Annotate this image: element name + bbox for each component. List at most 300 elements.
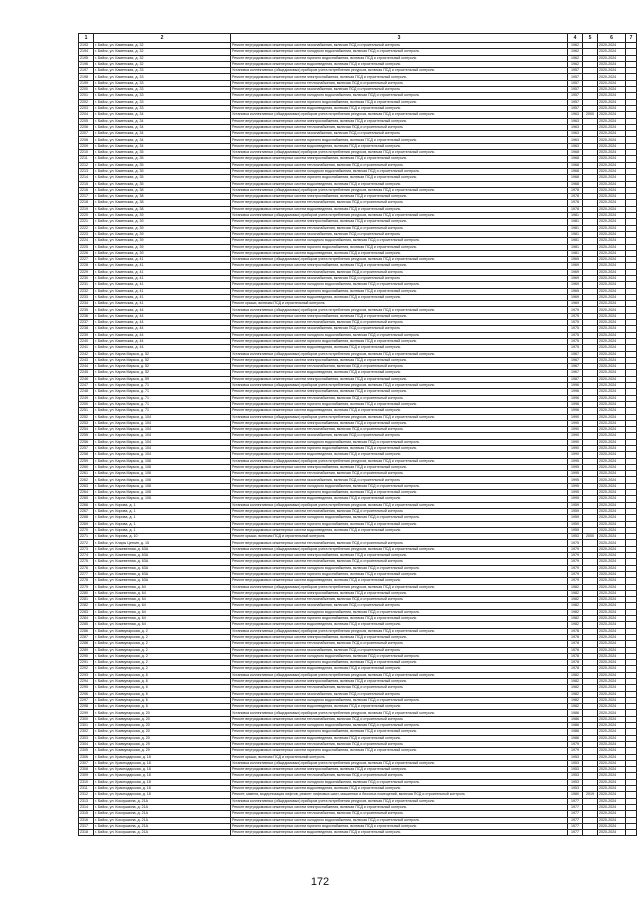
table-cell-col-3: Ремонт внутридомовых инженерных систем водоотведения, включая ПСД и строительный контроль <box>231 61 568 67</box>
table-cell-col-2: г. Бийск, ул. Карла Маркса, д. 104 <box>94 433 231 439</box>
table-cell-col-1: 2264 <box>79 490 94 496</box>
table-cell-col-1: 2318 <box>79 830 94 836</box>
table-cell-col-4: 1962 <box>568 43 583 49</box>
header-col-2: 2 <box>94 34 231 43</box>
table-cell-col-3: Ремонт внутридомовых инженерных систем электроснабжения, включая ПСД и строительный контроль <box>231 590 568 596</box>
table-cell-col-2: г. Бийск, ул. Коммунарская, д. 2 <box>94 647 231 653</box>
table-cell-col-1: 2315 <box>79 811 94 817</box>
table-cell-col-3: Ремонт внутридомовых инженерных систем водоотведения, включая ПСД и строительный контроль <box>231 250 568 256</box>
table-cell-col-2: г. Бийск, ул. Каменская, д. 44 <box>94 320 231 326</box>
table-cell-col-2: г. Бийск, ул. Каменская, д. 33 <box>94 80 231 86</box>
table-cell-col-4: 1987 <box>568 376 583 382</box>
table-cell-col-4: 1981 <box>568 250 583 256</box>
table-cell-col-1: 2203 <box>79 105 94 111</box>
table-cell-col-1: 2260 <box>79 464 94 470</box>
table-cell-col-6: 2020-2024 <box>598 427 626 433</box>
table-cell-col-3: Ремонт внутридомовых инженерных систем теплоснабжения, включая ПСД и строительный контроль <box>231 685 568 691</box>
table-cell-col-2: г. Бийск, ул. Кожевенная, д. 64 <box>94 597 231 603</box>
table-cell-col-6: 2020-2024 <box>598 811 626 817</box>
table-cell-col-4: 1977 <box>568 804 583 810</box>
table-cell-col-3: Установка коллективных (общедомовых) приборов учета потребления ресурсов, включая ПСД и строительный контроль <box>231 760 568 766</box>
table-cell-col-4: 1979 <box>568 741 583 747</box>
table-cell-col-1: 2196 <box>79 61 94 67</box>
table-cell-col-2: г. Бийск, ул. Косоушкина, д. 21А <box>94 823 231 829</box>
table-cell-col-6: 2020-2024 <box>598 383 626 389</box>
table-cell-col-6: 2020-2024 <box>598 43 626 49</box>
table-cell-col-1: 2297 <box>79 697 94 703</box>
table-cell-col-4: 1978 <box>568 660 583 666</box>
table-cell-col-2: г. Бийск, ул. Карла Маркса, д. 52 <box>94 351 231 357</box>
table-cell-col-3: Установка коллективных (общедомовых) приборов учета потребления ресурсов, включая ПСД и строительный контроль <box>231 257 568 263</box>
table-cell-col-1: 2284 <box>79 616 94 622</box>
table-cell-col-1: 2311 <box>79 786 94 792</box>
table-cell-col-1: 2232 <box>79 288 94 294</box>
table-cell-col-6: 2020-2024 <box>598 124 626 130</box>
table-cell-col-1: 2258 <box>79 452 94 458</box>
table-cell-col-6: 2020-2024 <box>598 282 626 288</box>
table-cell-col-1: 2213 <box>79 168 94 174</box>
table-cell-col-6: 2020-2024 <box>598 496 626 502</box>
table-cell-col-6: 2020-2024 <box>598 389 626 395</box>
table-cell-col-1: 2195 <box>79 55 94 61</box>
table-cell-col-6: 2020-2024 <box>598 760 626 766</box>
table-cell-col-1: 2234 <box>79 301 94 307</box>
table-cell-col-3: Ремонт внутридомовых инженерных систем водоотведения, включая ПСД и строительный контроль <box>231 666 568 672</box>
table-cell-col-4: 1969 <box>568 275 583 281</box>
table-cell-col-3: Ремонт внутридомовых инженерных систем горячего водоснабжения, включая ПСД и строительный контроль <box>231 288 568 294</box>
table-cell-col-6: 2020-2024 <box>598 609 626 615</box>
table-cell-col-6: 2020-2024 <box>598 716 626 722</box>
table-cell-col-3: Ремонт внутридомовых инженерных систем горячего водоснабжения, включая ПСД и строительный контроль <box>231 660 568 666</box>
table-cell-col-1: 2255 <box>79 433 94 439</box>
table-cell-col-2: г. Бийск, ул. Каменская, д. 38 <box>94 206 231 212</box>
table-cell-col-3: Установка коллективных (общедомовых) приборов учета потребления ресурсов, включая ПСД и строительный контроль <box>231 458 568 464</box>
table-cell-col-4: 1967 <box>568 351 583 357</box>
table-cell-col-4: 1986 <box>568 716 583 722</box>
page-number: 172 <box>310 876 330 888</box>
table-cell-col-4: 1957 <box>568 105 583 111</box>
table-cell-col-2: г. Бийск, ул. Краснодарская, д. 18 <box>94 786 231 792</box>
table-cell-col-6: 2020-2024 <box>598 112 626 118</box>
table-cell-col-1: 2280 <box>79 590 94 596</box>
table-cell-col-3: Ремонт внутридомовых инженерных систем водоотведения, включая ПСД и строительный контроль <box>231 345 568 351</box>
table-cell-col-6: 2020-2024 <box>598 483 626 489</box>
table-cell-col-6: 2020-2024 <box>598 87 626 93</box>
table-cell-col-6: 2020-2024 <box>598 584 626 590</box>
table-cell-col-1: 2238 <box>79 326 94 332</box>
table-cell-col-6: 2020-2024 <box>598 597 626 603</box>
table-cell-col-2: г. Бийск, ул. Кожевенная, д. 64 <box>94 603 231 609</box>
table-cell-col-6: 2020-2024 <box>598 748 626 754</box>
table-cell-col-3: Ремонт внутридомовых инженерных систем горячего водоснабжения, включая ПСД и строительный контроль <box>231 401 568 407</box>
table-cell-col-3: Ремонт внутридомовых инженерных систем горячего водоснабжения, включая ПСД и строительный контроль <box>231 521 568 527</box>
table-cell-col-2: г. Бийск, ул. Кожевенная, д. 64 <box>94 622 231 628</box>
table-cell-col-5 <box>583 830 598 836</box>
table-cell-col-6: 2020-2024 <box>598 61 626 67</box>
table-cell-col-2: г. Бийск, ул. Кожевенная, д. 64 <box>94 616 231 622</box>
table-cell-col-3: Ремонт внутридомовых инженерных систем теплоснабжения, включая ПСД и строительный контроль <box>231 559 568 565</box>
table-cell-col-6: 2020-2024 <box>598 332 626 338</box>
table-cell-col-4: 1978 <box>568 628 583 634</box>
table-cell-col-2: г. Бийск, ул. Каменская, д. 39 <box>94 225 231 231</box>
table-cell-col-2: г. Бийск, ул. Каменская, д. 33 <box>94 68 231 74</box>
table-cell-col-3: Ремонт внутридомовых инженерных систем теплоснабжения, включая ПСД и строительный контроль <box>231 471 568 477</box>
table-cell-col-6: 2020-2024 <box>598 754 626 760</box>
table-cell-col-6: 2020-2024 <box>598 786 626 792</box>
table-cell-col-1: 2256 <box>79 439 94 445</box>
table-cell-col-2: г. Бийск, ул. Каменская, д. 35 <box>94 162 231 168</box>
table-cell-col-4: 1986 <box>568 735 583 741</box>
table-cell-col-4: 1957 <box>568 74 583 80</box>
table-cell-col-6: 2020-2024 <box>598 678 626 684</box>
table-cell-col-4: 1963 <box>568 118 583 124</box>
table-cell-col-4: 1978 <box>568 206 583 212</box>
table-cell-col-4: 1981 <box>568 238 583 244</box>
table-cell-col-3: Ремонт внутридомовых инженерных систем холодного водоснабжения, включая ПСД и строительный контроль <box>231 779 568 785</box>
table-cell-col-4: 1967 <box>568 370 583 376</box>
table-cell-col-5: 2000 <box>583 534 598 540</box>
table-cell-col-1: 2246 <box>79 376 94 382</box>
table-cell-col-3: Ремонт внутридомовых инженерных систем горячего водоснабжения, включая ПСД и строительный контроль <box>231 338 568 344</box>
table-cell-col-2: г. Бийск, ул. Коммунарская, д. 6 <box>94 685 231 691</box>
table-cell-col-2: г. Бийск, ул. Карла Маркса, д. 52 <box>94 364 231 370</box>
table-cell-col-6: 2020-2024 <box>598 458 626 464</box>
table-cell-col-2: г. Бийск, ул. Косоушкина, д. 21А <box>94 811 231 817</box>
table-cell-col-2: г. Бийск, ул. Краснодарская, д. 18 <box>94 779 231 785</box>
table-cell-col-3: Ремонт внутридомовых инженерных систем горячего водоснабжения, включая ПСД и строительный контроль <box>231 175 568 181</box>
table-cell-col-3: Ремонт, замена, модернизация лифтов, ремонт лифтовых шахт, машинных и блочных помещений, включая ПСД и строительный контроль <box>231 792 568 798</box>
table-cell-col-4: 1982 <box>568 590 583 596</box>
table-cell-col-1: 2249 <box>79 395 94 401</box>
table-cell-col-3: Ремонт внутридомовых инженерных систем теплоснабжения, включая ПСД и строительный контроль <box>231 320 568 326</box>
table-cell-col-6: 2020-2024 <box>598 578 626 584</box>
table-cell-col-3: Ремонт внутридомовых инженерных систем горячего водоснабжения, включая ПСД и строительный контроль <box>231 616 568 622</box>
table-cell-col-6: 2020-2024 <box>598 792 626 798</box>
table-cell-col-4: 1995 <box>568 483 583 489</box>
table-cell-col-4: 1995 <box>568 490 583 496</box>
table-cell-col-3: Ремонт внутридомовых инженерных систем водоотведения, включая ПСД и строительный контроль <box>231 622 568 628</box>
table-cell-col-3: Ремонт внутридомовых инженерных систем водоотведения, включая ПСД и строительный контроль <box>231 206 568 212</box>
header-col-7: 7 <box>626 34 637 43</box>
table-cell-col-3: Ремонт внутридомовых инженерных систем холодного водоснабжения, включая ПСД и строительный контроль <box>231 817 568 823</box>
table-cell-col-2: г. Бийск, ул. Коммунарская, д. 2 <box>94 641 231 647</box>
table-cell-col-1: 2207 <box>79 131 94 137</box>
table-cell-col-1: 2219 <box>79 206 94 212</box>
table-cell-col-3: Установка коллективных (общедомовых) приборов учета потребления ресурсов, включая ПСД и строительный контроль <box>231 383 568 389</box>
table-cell-col-2: г. Бийск, ул. Коммунарская, д. 2 <box>94 660 231 666</box>
table-cell-col-3: Ремонт внутридомовых инженерных систем газоснабжения, включая ПСД и строительный контроль <box>231 131 568 137</box>
table-cell-col-6: 2020-2024 <box>598 357 626 363</box>
table-cell-col-1: 2224 <box>79 238 94 244</box>
table-cell-col-4: 1975 <box>568 332 583 338</box>
table-cell-col-1: 2241 <box>79 345 94 351</box>
table-cell-col-6: 2020-2024 <box>598 502 626 508</box>
table-cell-col-6: 2020-2024 <box>598 294 626 300</box>
table-cell-col-1: 2275 <box>79 559 94 565</box>
table-cell-col-4: 1990 <box>568 439 583 445</box>
table-cell-col-6: 2020-2024 <box>598 565 626 571</box>
table-cell-col-6: 2020-2024 <box>598 68 626 74</box>
table-cell-col-1: 2254 <box>79 427 94 433</box>
table-cell-col-6: 2020-2024 <box>598 823 626 829</box>
table-cell-col-2: г. Бийск, ул. Коммунарская, д. 6 <box>94 704 231 710</box>
table-cell-col-4: 1990 <box>568 433 583 439</box>
table-cell-col-6: 2020-2024 <box>598 313 626 319</box>
table-cell-col-1: 2292 <box>79 666 94 672</box>
table-cell-col-2: г. Бийск, ул. Каменская, д. 41 <box>94 275 231 281</box>
table-cell-col-1: 2240 <box>79 338 94 344</box>
table-cell-col-3: Ремонт внутридомовых инженерных систем водоотведения, включая ПСД и строительный контроль <box>231 704 568 710</box>
table-cell-col-1: 2261 <box>79 471 94 477</box>
table-cell-col-4: 1982 <box>568 697 583 703</box>
table-cell-col-1: 2306 <box>79 754 94 760</box>
table-cell-col-6: 2020-2024 <box>598 408 626 414</box>
table-cell-col-6: 2020-2024 <box>598 175 626 181</box>
table-cell-col-3: Ремонт внутридомовых инженерных систем электроснабжения, включая ПСД и строительный контроль <box>231 767 568 773</box>
works-table <box>78 33 637 836</box>
table-cell-col-1: 2209 <box>79 143 94 149</box>
table-cell-col-1: 2304 <box>79 741 94 747</box>
table-cell-col-2: г. Бийск, ул. Карла Маркса, д. 106 <box>94 471 231 477</box>
table-cell-col-3: Ремонт внутридомовых инженерных систем газоснабжения, включая ПСД и строительный контроль <box>231 275 568 281</box>
table-cell-col-2: г. Бийск, ул. Каменская, д. 44 <box>94 313 231 319</box>
table-cell-col-3: Ремонт внутридомовых инженерных систем теплоснабжения, включая ПСД и строительный контроль <box>231 80 568 86</box>
table-cell-col-4: 1959 <box>568 515 583 521</box>
table-cell-col-2: г. Бийск, ул. Коммунарская, д. 29 <box>94 748 231 754</box>
table-cell-col-4: 1975 <box>568 540 583 546</box>
table-cell-col-2: г. Бийск, ул. Каменская, д. 44 <box>94 345 231 351</box>
table-cell-col-1: 2245 <box>79 370 94 376</box>
table-cell-col-1: 2291 <box>79 660 94 666</box>
table-cell-col-1: 2303 <box>79 735 94 741</box>
table-cell-col-1: 2302 <box>79 729 94 735</box>
header-col-4: 4 <box>568 34 583 43</box>
table-cell-col-2: г. Бийск, ул. Карла Маркса, д. 104 <box>94 439 231 445</box>
table-cell-col-3: Ремонт крыши, включая ПСД и строительный контроль <box>231 301 568 307</box>
table-cell-col-2: г. Бийск, ул. Кожевенная, д. 63А <box>94 571 231 577</box>
table-cell-col-2: г. Бийск, ул. Каменская, д. 41 <box>94 263 231 269</box>
table-cell-col-1: 2233 <box>79 294 94 300</box>
table-cell-col-4: 1982 <box>568 616 583 622</box>
table-cell-col-4: 1979 <box>568 748 583 754</box>
table-cell-col-1: 2225 <box>79 244 94 250</box>
table-cell-col-2: г. Бийск, ул. Коммунарская, д. 6 <box>94 697 231 703</box>
table-cell-col-3: Установка коллективных (общедомовых) приборов учета потребления ресурсов, включая ПСД и строительный контроль <box>231 414 568 420</box>
table-cell-col-1: 2208 <box>79 137 94 143</box>
table-cell-col-6: 2020-2024 <box>598 741 626 747</box>
table-cell-col-6: 2020-2024 <box>598 143 626 149</box>
table-cell-col-3: Ремонт внутридомовых инженерных систем теплоснабжения, включая ПСД и строительный контроль <box>231 427 568 433</box>
table-cell-col-6: 2020-2024 <box>598 326 626 332</box>
table-cell-col-1: 2268 <box>79 515 94 521</box>
table-cell-col-2: г. Бийск, ул. Каменская, д. 38 <box>94 187 231 193</box>
table-cell-col-6: 2020-2024 <box>598 710 626 716</box>
table-cell-col-2: г. Бийск, ул. Каменская, д. 41 <box>94 282 231 288</box>
table-cell-col-6: 2020-2024 <box>598 118 626 124</box>
table-cell-col-2: г. Бийск, ул. Коммунарская, д. 20 <box>94 716 231 722</box>
table-cell-col-2: г. Бийск, ул. Краснодарская, д. 18 <box>94 773 231 779</box>
table-cell-col-4: 1953 <box>568 754 583 760</box>
table-cell-col-2: г. Бийск, ул. Кожевенная, д. 64 <box>94 609 231 615</box>
table-cell-col-6: 2020-2024 <box>598 446 626 452</box>
table-cell-col-1: 2244 <box>79 364 94 370</box>
table-cell-col-2: г. Бийск, ул. Каменская, д. 35 <box>94 181 231 187</box>
table-cell-col-4: 1953 <box>568 786 583 792</box>
table-cell-col-2: г. Бийск, ул. Коммунарская, д. 20 <box>94 729 231 735</box>
table-cell-col-4: 1978 <box>568 666 583 672</box>
table-cell-col-4: 1953 <box>568 534 583 540</box>
table-cell-col-4: 1982 <box>568 609 583 615</box>
table-cell-col-6: 2020-2024 <box>598 634 626 640</box>
table-cell-col-2: г. Бийск, ул. Карла Маркса, д. 104 <box>94 414 231 420</box>
table-cell-col-1: 2242 <box>79 351 94 357</box>
table-cell-col-1: 2252 <box>79 414 94 420</box>
table-cell-col-3: Ремонт внутридомовых инженерных систем газоснабжения, включая ПСД и строительный контроль <box>231 43 568 49</box>
table-cell-col-2: г. Бийск, ул. Каменская, д. 35 <box>94 150 231 156</box>
table-cell-col-2: г. Бийск, ул. Каменская, д. 34 <box>94 124 231 130</box>
table-cell-col-3: Ремонт внутридомовых инженерных систем холодного водоснабжения, включая ПСД и строительный контроль <box>231 483 568 489</box>
table-header-row <box>79 34 637 43</box>
table-cell-col-3: Ремонт внутридомовых инженерных систем газоснабжения, включая ПСД и строительный контроль <box>231 231 568 237</box>
table-cell-col-4: 1986 <box>568 723 583 729</box>
table-cell-col-3: Ремонт внутридомовых инженерных систем теплоснабжения, включая ПСД и строительный контроль <box>231 716 568 722</box>
table-cell-col-4: 1979 <box>568 565 583 571</box>
table-cell-col-2: г. Бийск, ул. Кирова, д. 1 <box>94 521 231 527</box>
table-cell-col-3: Установка коллективных (общедомовых) приборов учета потребления ресурсов, включая ПСД и строительный контроль <box>231 502 568 508</box>
table-cell-col-2: г. Бийск, ул. Карла Маркса, д. 106 <box>94 490 231 496</box>
table-cell-col-1: 2204 <box>79 112 94 118</box>
table-cell-col-2: г. Бийск, ул. Каменская, д. 39 <box>94 238 231 244</box>
table-cell-col-1: 2272 <box>79 540 94 546</box>
table-cell-col-6: 2020-2024 <box>598 187 626 193</box>
table-cell-col-6: 2020-2024 <box>598 231 626 237</box>
table-cell-col-4: 1981 <box>568 225 583 231</box>
table-cell-col-4: 1957 <box>568 80 583 86</box>
table-cell-col-2: г. Бийск, ул. Карла Маркса, д. 104 <box>94 420 231 426</box>
table-cell-col-4: 1977 <box>568 798 583 804</box>
table-cell-col-1: 2206 <box>79 124 94 130</box>
table-cell-col-6: 2020-2024 <box>598 559 626 565</box>
table-cell-col-4: 1982 <box>568 672 583 678</box>
table-cell-col-1: 2227 <box>79 257 94 263</box>
table-cell-col-2: г. Бийск, ул. Кожевенная, д. 63А <box>94 546 231 552</box>
table-cell-col-3: Ремонт внутридомовых инженерных систем горячего водоснабжения, включая ПСД и строительный контроль <box>231 446 568 452</box>
table-cell-col-6: 2020-2024 <box>598 74 626 80</box>
table-cell-col-4: 1990 <box>568 427 583 433</box>
table-cell-col-4: 1978 <box>568 187 583 193</box>
table-cell-col-1: 2312 <box>79 792 94 798</box>
table-cell-col-3: Установка коллективных (общедомовых) приборов учета потребления ресурсов, включая ПСД и строительный контроль <box>231 672 568 678</box>
table-cell-col-2: г. Бийск, ул. Коммунарская, д. 6 <box>94 672 231 678</box>
table-cell-col-6: 2020-2024 <box>598 622 626 628</box>
table-cell-col-2: г. Бийск, ул. Каменская, д. 44 <box>94 307 231 313</box>
table-cell-col-3: Ремонт внутридомовых инженерных систем электроснабжения, включая ПСД и строительный контроль <box>231 118 568 124</box>
table-cell-col-4: 1953 <box>568 773 583 779</box>
header-col-6: 6 <box>598 34 626 43</box>
table-cell-col-3: Ремонт внутридомовых инженерных систем водоотведения, включая ПСД и строительный контроль <box>231 181 568 187</box>
table-cell-col-1: 2269 <box>79 521 94 527</box>
table-cell-col-1: 2237 <box>79 320 94 326</box>
table-cell-col-4: 1982 <box>568 691 583 697</box>
table-cell-col-2: г. Бийск, ул. Косоушкина, д. 21А <box>94 830 231 836</box>
table-cell-col-6: 2020-2024 <box>598 628 626 634</box>
table-cell-col-2: г. Бийск, ул. Карла Маркса, д. 104 <box>94 446 231 452</box>
table-cell-col-3: Ремонт внутридомовых инженерных систем газоснабжения, включая ПСД и строительный контроль <box>231 87 568 93</box>
table-cell-col-2: г. Бийск, ул. Косоушкина, д. 21А <box>94 798 231 804</box>
table-cell-col-3: Установка коллективных (общедомовых) приборов учета потребления ресурсов, включая ПСД и строительный контроль <box>231 213 568 219</box>
table-cell-col-3: Ремонт внутридомовых инженерных систем теплоснабжения, включая ПСД и строительный контроль <box>231 508 568 514</box>
table-cell-col-4: 1975 <box>568 338 583 344</box>
table-cell-col-2: г. Бийск, ул. Каменская, д. 34 <box>94 112 231 118</box>
table-cell-col-3: Ремонт внутридомовых инженерных систем теплоснабжения, включая ПСД и строительный контроль <box>231 225 568 231</box>
table-cell-col-2: г. Бийск, ул. Каменская, д. 39 <box>94 231 231 237</box>
table-cell-col-1: 2293 <box>79 672 94 678</box>
table-cell-col-3: Ремонт внутридомовых инженерных систем теплоснабжения, включая ПСД и строительный контроль <box>231 200 568 206</box>
table-cell-col-1: 2274 <box>79 553 94 559</box>
table-cell-col-6: 2020-2024 <box>598 647 626 653</box>
table-cell-col-4: 1967 <box>568 357 583 363</box>
table-cell-col-1: 2316 <box>79 817 94 823</box>
table-cell-col-1: 2243 <box>79 357 94 363</box>
table-cell-col-6: 2020-2024 <box>598 452 626 458</box>
table-cell-col-2: г. Бийск, ул. Краснодарская, д. 18 <box>94 792 231 798</box>
table-cell-col-4: 1982 <box>568 622 583 628</box>
table-cell-col-2: г. Бийск, ул. Каменская, д. 44 <box>94 326 231 332</box>
table-cell-col-6: 2020-2024 <box>598 508 626 514</box>
table-cell-col-3: Установка коллективных (общедомовых) приборов учета потребления ресурсов, включая ПСД и строительный контроль <box>231 150 568 156</box>
table-cell-col-2: г. Бийск, ул. Косоушкина, д. 21А <box>94 804 231 810</box>
table-cell-col-4: 1969 <box>568 282 583 288</box>
table-cell-col-6: 2020-2024 <box>598 137 626 143</box>
table-cell-col-3: Установка коллективных (общедомовых) приборов учета потребления ресурсов, включая ПСД и строительный контроль <box>231 798 568 804</box>
table-cell-col-6: 2020-2024 <box>598 194 626 200</box>
table-cell-col-3: Ремонт внутридомовых инженерных систем электроснабжения, включая ПСД и строительный контроль <box>231 464 568 470</box>
table-cell-col-6: 2020-2024 <box>598 376 626 382</box>
table-cell-col-3: Установка коллективных (общедомовых) приборов учета потребления ресурсов, включая ПСД и строительный контроль <box>231 307 568 313</box>
table-cell-col-4: 1979 <box>568 553 583 559</box>
table-cell-col-3: Ремонт внутридомовых инженерных систем электроснабжения, включая ПСД и строительный контроль <box>231 678 568 684</box>
table-cell-col-2: г. Бийск, ул. Каменская, д. 38 <box>94 194 231 200</box>
table-cell-col-4: 1968 <box>568 168 583 174</box>
table-cell-col-2: г. Бийск, ул. Каменская, д. 32 <box>94 55 231 61</box>
table-cell-col-6: 2020-2024 <box>598 830 626 836</box>
table-cell-col-6: 2020-2024 <box>598 439 626 445</box>
table-cell-col-6: 2020-2024 <box>598 553 626 559</box>
table-cell-col-1: 2263 <box>79 483 94 489</box>
table-cell-col-1: 2251 <box>79 408 94 414</box>
table-cell-col-6: 2020-2024 <box>598 213 626 219</box>
table-cell-col-1: 2301 <box>79 723 94 729</box>
table-cell-col-1: 2296 <box>79 691 94 697</box>
table-cell-col-1: 2223 <box>79 231 94 237</box>
table-cell-col-2: г. Бийск, ул. Каменская, д. 32 <box>94 61 231 67</box>
table-cell-col-3: Ремонт внутридомовых инженерных систем водоотведения, включая ПСД и строительный контроль <box>231 830 568 836</box>
table-cell-col-2: г. Бийск, ул. Каменская, д. 32 <box>94 49 231 55</box>
table-cell-col-3: Ремонт внутридомовых инженерных систем электроснабжения, включая ПСД и строительный контроль <box>231 156 568 162</box>
table-cell-col-3: Установка коллективных (общедомовых) приборов учета потребления ресурсов, включая ПСД и строительный контроль <box>231 351 568 357</box>
table-cell-col-4: 1996 <box>568 383 583 389</box>
table-cell-col-7 <box>626 830 637 836</box>
table-cell-col-6: 2020-2024 <box>598 206 626 212</box>
table-cell-col-3: Ремонт внутридомовых инженерных систем водоотведения, включая ПСД и строительный контроль <box>231 735 568 741</box>
table-cell-col-2: г. Бийск, ул. Коммунарская, д. 6 <box>94 678 231 684</box>
table-cell-col-2: г. Бийск, ул. Каменская, д. 34 <box>94 143 231 149</box>
table-cell-col-3: Ремонт внутридомовых инженерных систем холодного водоснабжения, включая ПСД и строительный контроль <box>231 609 568 615</box>
table-cell-col-2: г. Бийск, ул. Карла Маркса, д. 52 <box>94 357 231 363</box>
table-cell-col-2: г. Бийск, ул. Кожевенная, д. 64 <box>94 590 231 596</box>
table-cell-col-4: 1962 <box>568 49 583 55</box>
table-cell-col-3: Ремонт внутридомовых инженерных систем водоотведения, включая ПСД и строительный контроль <box>231 527 568 533</box>
